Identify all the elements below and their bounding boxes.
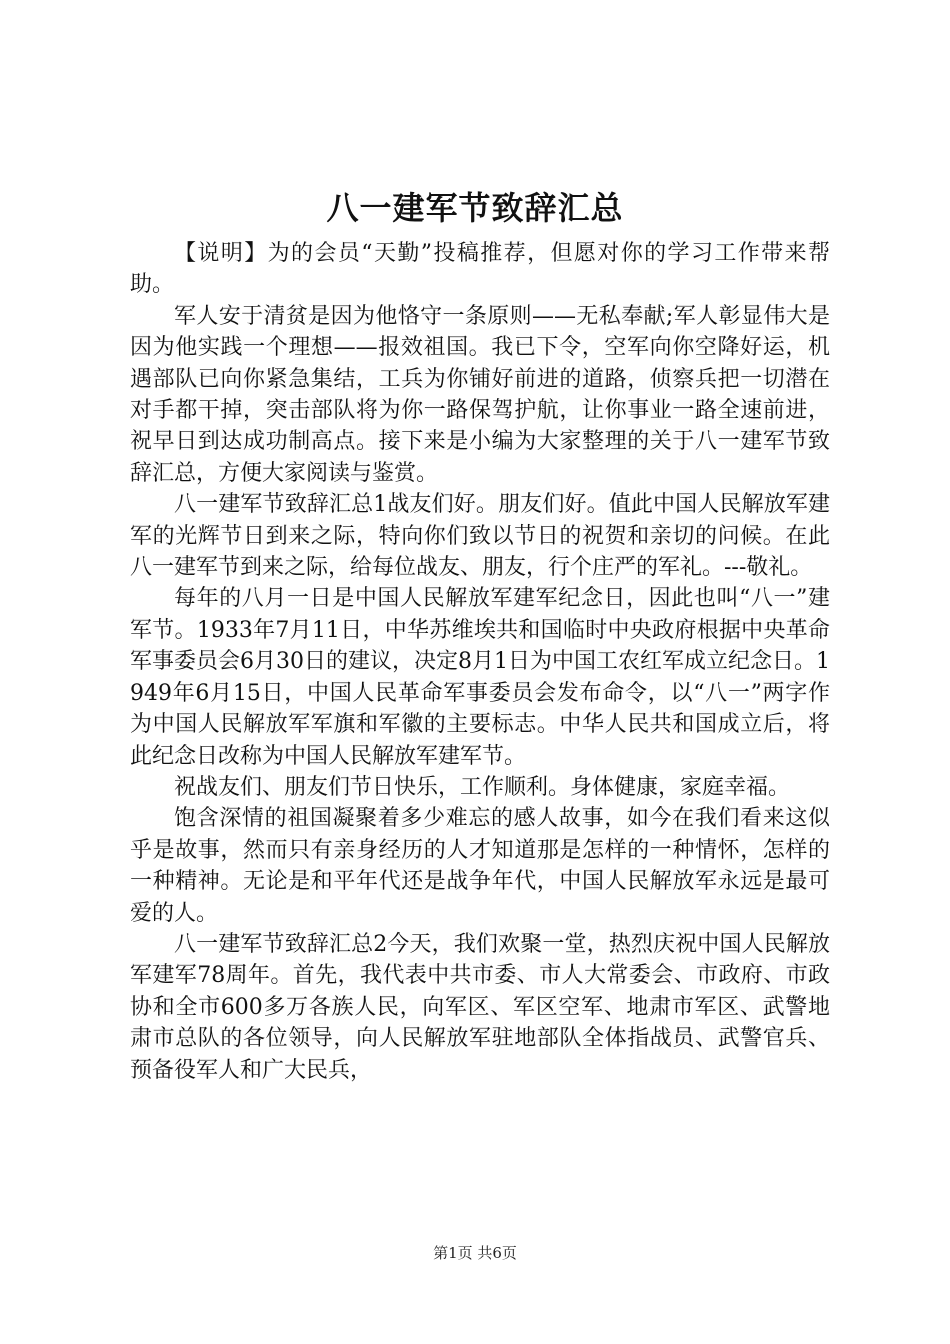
paragraph-speech-2: 八一建军节致辞汇总2今天，我们欢聚一堂，热烈庆祝中国人民解放军建军78周年。首先，我代表中共市委、市人大常委会、市政府、市政协和全市600多万各族人民，向军区、军区空军、地肃市军区、武警地肃市总队的各位领导，向人民解放军驻地部队全体指战员、武警官兵、预备役军人和广大民兵， <box>130 931 830 1083</box>
paragraph-wishes: 祝战友们、朋友们节日快乐，工作顺利。身体健康，家庭幸福。 <box>174 774 791 800</box>
document-body <box>130 238 830 1086</box>
page-number-footer: 第1页 共6页 <box>433 1244 517 1262</box>
paragraph-history: 每年的八月一日是中国人民解放军建军纪念日，因此也叫“八一”建军节。1933年7月11日，中华苏维埃共和国临时中央政府根据中央革命军事委员会6月30日的建议，决定8月1日为中国工农红军成立纪念日。1949年6月15日，中国人民革命军事委员会发布命令，以“八一”两字作为中国人民解放军军旗和军徽的主要标志。中华人民共和国成立后，将此纪念日改称为中国人民解放军建军节。 <box>130 586 830 769</box>
paragraph-note: 【说明】为的会员“天勤”投稿推荐，但愿对你的学习工作带来帮助。 <box>130 241 830 298</box>
paragraph-stories: 饱含深情的祖国凝聚着多少难忘的感人故事，如今在我们看来这似乎是故事，然而只有亲身经历的人才知道那是怎样的一种情怀，怎样的一种精神。无论是和平年代还是战争年代，中国人民解放军永远是最可爱的人。 <box>130 806 830 926</box>
document-title: 八一建军节致辞汇总 <box>326 189 624 227</box>
paragraph-speech-1: 八一建军节致辞汇总1战友们好。朋友们好。值此中国人民解放军建军的光辉节日到来之际，特向你们致以节日的祝贺和亲切的问候。在此八一建军节到来之际，给每位战友、朋友，行个庄严的军礼。---敬礼。 <box>130 492 830 581</box>
paragraph-intro: 军人安于清贫是因为他恪守一条原则——无私奉献;军人彰显伟大是因为他实践一个理想——报效祖国。我已下令，空军向你空降好运，机遇部队已向你紧急集结，工兵为你铺好前进的道路，侦察兵把一切潜在对手都干掉，突击部队将为你一路保驾护航，让你事业一路全速前进，祝早日到达成功制高点。接下来是小编为大家整理的关于八一建军节致辞汇总，方便大家阅读与鉴赏。 <box>130 303 830 486</box>
